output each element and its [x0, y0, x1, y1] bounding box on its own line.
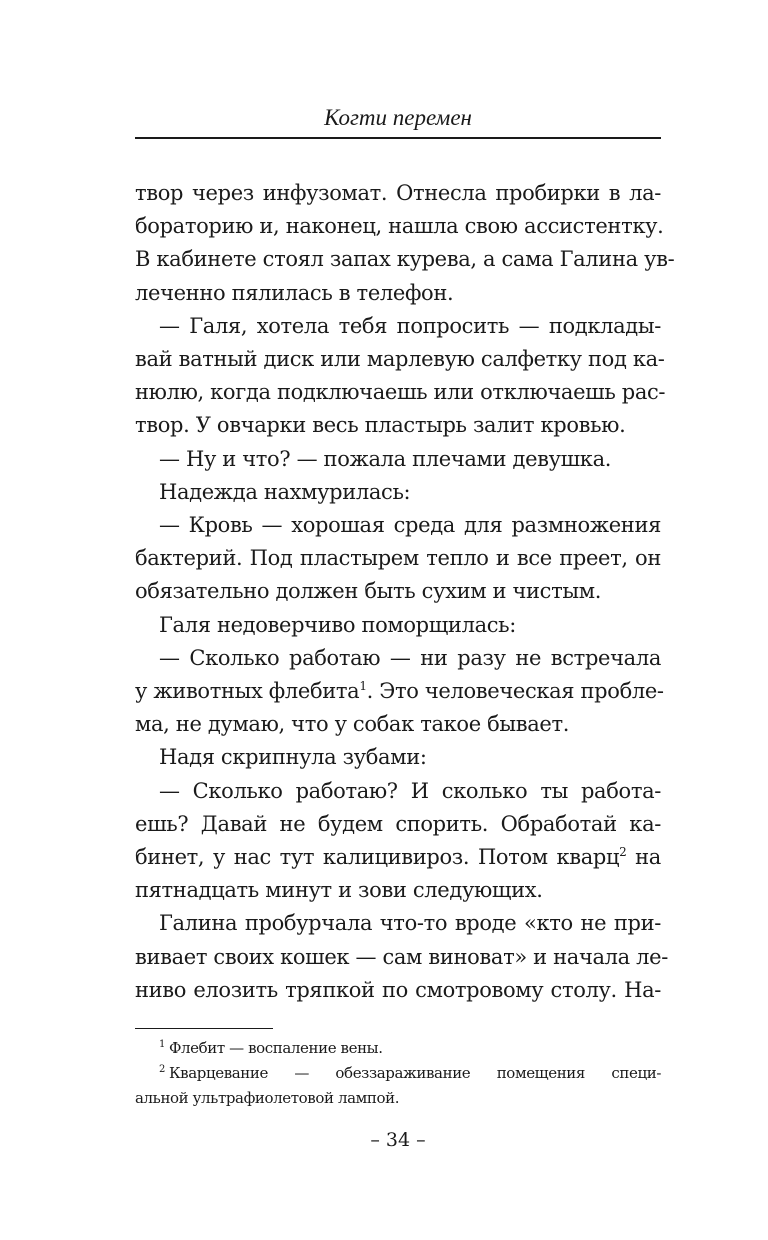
text-line: Галя недоверчиво поморщилась: [159, 612, 516, 637]
footnote-line: альной ультрафиолетовой лампой. [135, 1089, 400, 1107]
text-line: твор через инфузомат. Отнесла пробирки в ла- [135, 181, 661, 205]
text-line: ниво елозить тряпкой по смотровому столу. На- [135, 977, 661, 1002]
footnote-mark: 1 [159, 1039, 165, 1050]
text-line: — Ну и что? — пожала плечами девушка. [159, 446, 612, 471]
text-fragment: у животных флебита [135, 679, 360, 704]
text-line: бораторию и, наконец, нашла свою ассистентку. [135, 214, 664, 239]
paragraph [135, 310, 666, 443]
text-line: нюлю, когда подключаешь или отключаешь рас- [135, 380, 666, 405]
paragraph [135, 476, 661, 509]
text-line: — Кровь — хорошая среда для размножения [159, 513, 661, 538]
footnote-text: Флебит — воспаление вены. [168, 1039, 383, 1057]
paragraph [135, 907, 668, 1007]
text-line: вай ватный диск или марлевую салфетку под ка- [135, 347, 665, 372]
text-line: ешь? Давай не будем спорить. Обработай ка- [135, 811, 661, 836]
text-line [135, 675, 664, 708]
paragraph [135, 509, 661, 609]
footnote-mark: 2 [159, 1064, 165, 1075]
text-line: вивает своих кошек — сам виноват» и начала ле- [135, 944, 668, 969]
paragraph [135, 775, 661, 908]
page-number: – 34 – [370, 1129, 426, 1151]
text-line: Надя скрипнула зубами: [159, 745, 427, 770]
footnote-ref-1[interactable]: 1 [359, 679, 367, 694]
header-divider [135, 137, 661, 139]
footnote-divider [135, 1028, 273, 1029]
paragraph [135, 609, 661, 642]
text-line: — Галя, хотела тебя попросить — подклады- [159, 313, 661, 338]
text-line: Галина пробурчала что-то вроде «кто не при- [159, 911, 661, 936]
text-line: пятнадцать минут и зови следующих. [135, 878, 543, 903]
footnote-2 [135, 1061, 661, 1111]
main-text [135, 177, 675, 1007]
text-line: твор. У овчарки весь пластырь залит кровью. [135, 413, 626, 438]
text-line: ма, не думаю, что у собак такое бывает. [135, 712, 570, 737]
footnote-line [135, 1061, 661, 1086]
text-line: — Сколько работаю — ни разу не встречала [159, 645, 661, 670]
text-line: — Сколько работаю? И сколько ты работа- [159, 778, 661, 803]
text-line: обязательно должен быть сухим и чистым. [135, 579, 602, 604]
text-line: Надежда нахмурилась: [159, 479, 411, 504]
paragraph [135, 177, 675, 310]
text-fragment: на [626, 845, 661, 870]
text-fragment: бинет, у нас тут калицивироз. Потом кварц [135, 845, 620, 870]
paragraph [135, 642, 664, 742]
text-line: леченно пялилась в телефон. [135, 280, 454, 305]
footnote-text: Кварцевание — обеззараживание помещения специ- [168, 1064, 661, 1082]
footnote-ref-2[interactable]: 2 [619, 845, 627, 860]
paragraph [135, 741, 661, 774]
footnotes [135, 1036, 661, 1111]
text-line: бактерий. Под пластырем тепло и все преет, он [135, 546, 661, 571]
text-line [135, 841, 661, 874]
footnote-1 [135, 1036, 661, 1061]
paragraph [135, 443, 661, 476]
running-header: Когти перемен [324, 105, 472, 130]
text-line: В кабинете стоял запах курева, а сама Галина ув- [135, 247, 675, 272]
text-fragment: . Это человеческая пробле- [366, 679, 664, 704]
footnote-line [135, 1036, 661, 1061]
